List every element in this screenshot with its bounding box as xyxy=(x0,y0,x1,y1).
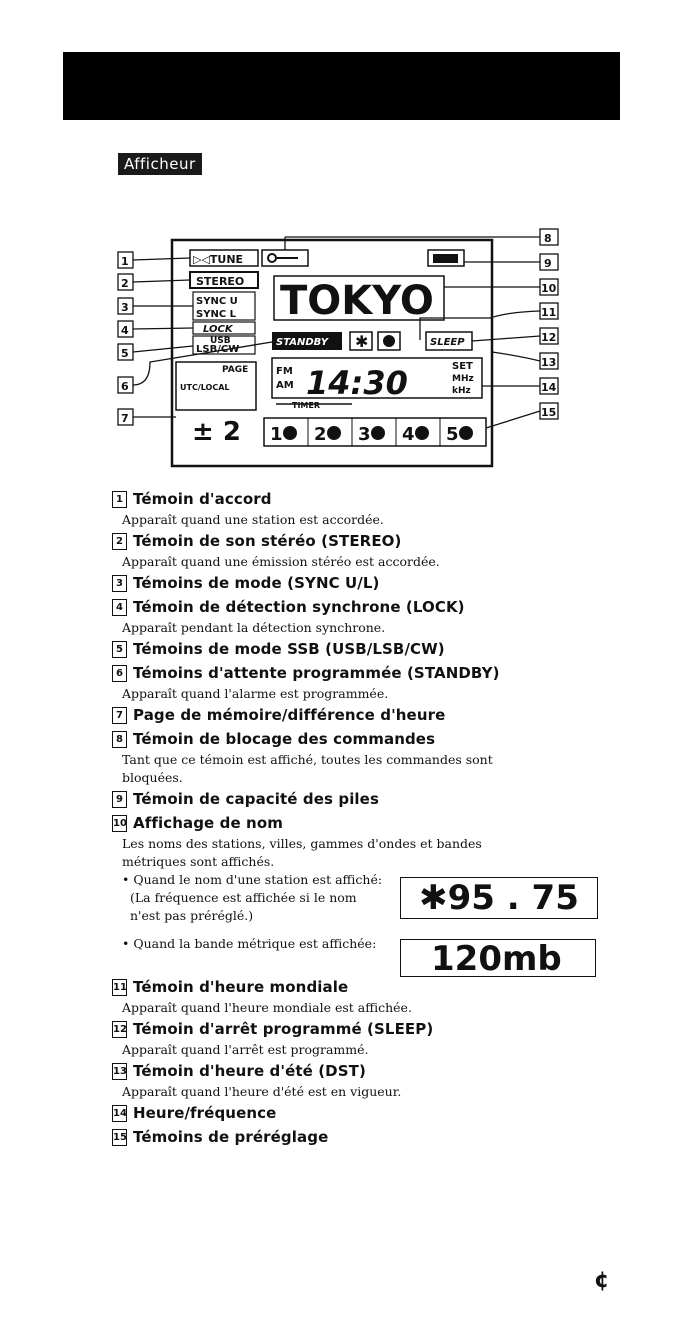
svg-text:8: 8 xyxy=(544,232,552,245)
khz-indicator: kHz xyxy=(452,386,471,396)
stereo-indicator: STEREO xyxy=(196,275,245,288)
svg-text:6: 6 xyxy=(121,380,129,393)
preset-1: 1 xyxy=(270,424,283,445)
legend-item: 15 Témoins de préréglage xyxy=(113,1128,329,1146)
memory-page-value: ± 2 xyxy=(192,417,241,447)
lock-indicator: LOCK xyxy=(203,324,233,335)
svg-text:14: 14 xyxy=(541,381,557,394)
world-time-icon: ✱ xyxy=(355,332,369,351)
svg-text:12: 12 xyxy=(541,331,557,344)
legend-item: 9 Témoin de capacité des piles xyxy=(112,787,632,811)
svg-text:13: 13 xyxy=(541,356,557,369)
svg-text:5: 5 xyxy=(121,347,129,360)
legend-item: 1 Témoin d'accord Apparaît quand une station est accordée. xyxy=(112,487,632,529)
set-indicator: SET xyxy=(452,361,473,372)
time-display: 14:30 xyxy=(306,364,408,402)
left-callouts xyxy=(118,252,272,425)
lock-key-icon xyxy=(268,254,276,262)
legend-item: 12 Témoin d'arrêt programmé (SLEEP) Apparaît quand l'arrêt est programmé. xyxy=(113,1020,434,1057)
battery-icon xyxy=(433,254,458,263)
svg-text:9: 9 xyxy=(544,257,552,270)
legend-item: 2 Témoin de son stéréo (STEREO) Apparaît quand une émission stéréo est accordée. xyxy=(112,529,632,571)
section-tag: Afficheur xyxy=(118,153,202,175)
name-display-examples: • Quand le nom d'une station est affiché: (La fréquence est affichée si le nom n'est pas préréglé.) ✱95 . 75 • Quand la bande métrique est affichée: 120mb xyxy=(112,871,632,975)
legend-item: 3 Témoins de mode (SYNC U/L) xyxy=(112,571,632,595)
lsb-cw-indicator: LSB/CW xyxy=(196,344,240,355)
legend xyxy=(112,487,632,1149)
sync-u-indicator: SYNC U xyxy=(196,296,238,307)
timer-indicator: TIMER xyxy=(292,401,321,410)
dst-icon xyxy=(383,335,395,347)
legend-item: 5 Témoins de mode SSB (USB/LSB/CW) xyxy=(112,637,632,661)
display-diagram xyxy=(0,0,700,470)
standby-indicator: STANDBY xyxy=(276,337,328,348)
mhz-indicator: MHz xyxy=(452,374,474,384)
svg-text:4: 4 xyxy=(121,324,129,337)
svg-text:11: 11 xyxy=(541,306,557,319)
svg-text:3: 3 xyxy=(121,301,129,314)
sync-l-indicator: SYNC L xyxy=(196,309,237,320)
svg-text:2: 2 xyxy=(121,277,129,290)
utc-local-indicator: UTC/LOCAL xyxy=(180,383,230,392)
usb-indicator: USB xyxy=(210,336,231,346)
legend-item: 4 Témoin de détection synchrone (LOCK) Apparaît pendant la détection synchrone. xyxy=(112,595,632,637)
preset-5: 5 xyxy=(446,424,459,445)
legend-item: 11 Témoin d'heure mondiale Apparaît quand l'heure mondiale est affichée. xyxy=(113,978,412,1015)
legend-item: 8 Témoin de blocage des commandes Tant que ce témoin est affiché, toutes les commandes sont bloquées. xyxy=(112,727,632,787)
fm-indicator: FM xyxy=(276,366,293,377)
legend-item: 6 Témoins d'attente programmée (STANDBY) Apparaît quand l'alarme est programmée. xyxy=(112,661,632,703)
preset-4: 4 xyxy=(402,424,415,445)
svg-text:15: 15 xyxy=(541,406,557,419)
sleep-indicator: SLEEP xyxy=(430,337,465,348)
svg-text:10: 10 xyxy=(541,282,557,295)
preset-2: 2 xyxy=(314,424,327,445)
name-display: TOKYO xyxy=(280,278,434,324)
band-lcd-example: 120mb xyxy=(400,939,596,977)
preset-row xyxy=(270,418,473,446)
svg-text:7: 7 xyxy=(121,412,129,425)
am-indicator: AM xyxy=(276,380,294,391)
legend-item: 14 Heure/fréquence xyxy=(113,1104,277,1122)
legend-item: 13 Témoin d'heure d'été (DST) Apparaît quand l'heure d'été est en vigueur. xyxy=(113,1062,402,1099)
tune-indicator: ▷◁TUNE xyxy=(193,253,244,266)
frequency-lcd-example: ✱95 . 75 xyxy=(400,877,598,919)
preset-3: 3 xyxy=(358,424,371,445)
svg-text:1: 1 xyxy=(121,255,129,268)
page-indicator: PAGE xyxy=(222,365,249,375)
page-corner-mark: ¢ xyxy=(594,1268,610,1293)
legend-item: 10 Affichage de nom Les noms des stations, villes, gammes d'ondes et bandes métriques sont affichés. xyxy=(113,814,482,869)
legend-item: 7 Page de mémoire/différence d'heure xyxy=(112,703,632,727)
